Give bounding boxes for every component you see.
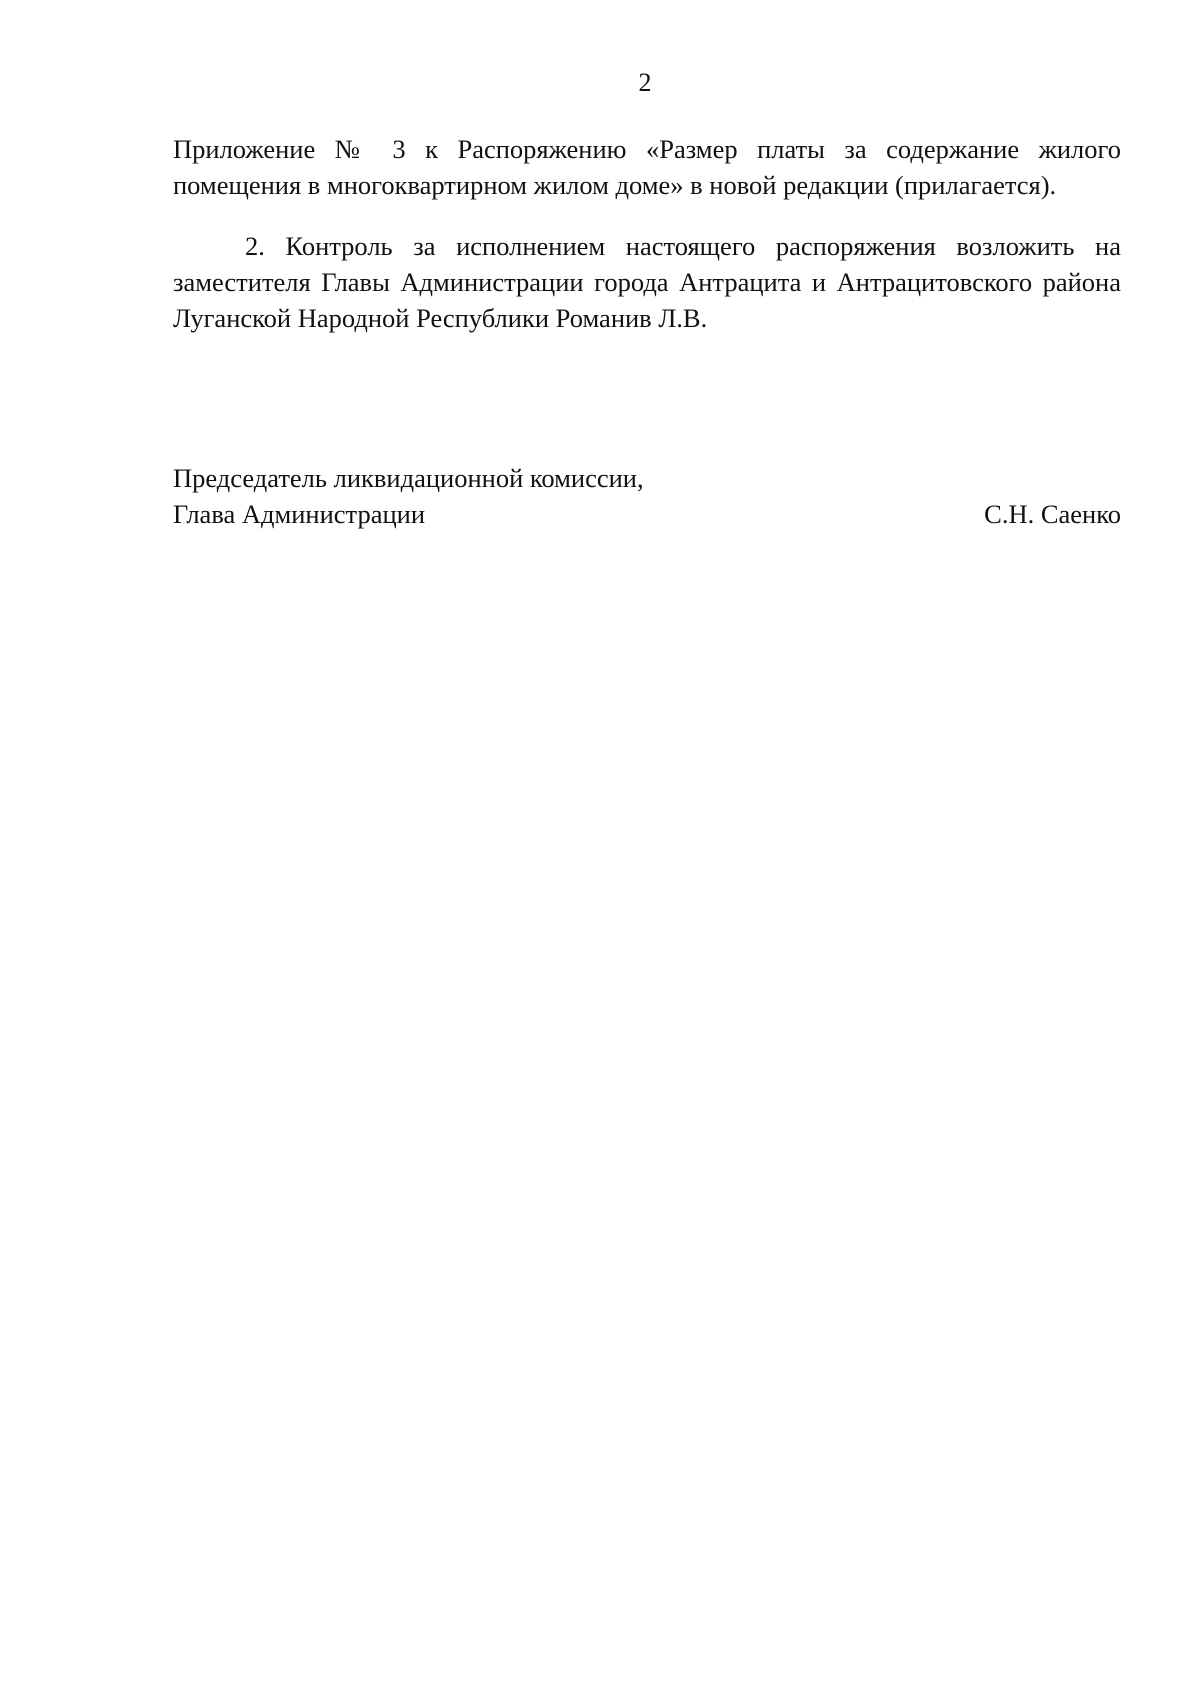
signature-row bbox=[173, 496, 1121, 532]
signatory-name: С.Н. Саенко bbox=[984, 499, 1121, 529]
signatory-position-line-1: Председатель ликвидационной комиссии, bbox=[173, 463, 644, 493]
paragraph-control: 2. Контроль за исполнением настоящего распоряжения возложить на заместителя Главы Администрации города Антрацита и Антрацитовского района Луганской Народной Республики Романив Л.В. bbox=[173, 231, 1121, 333]
paragraph-appendix: Приложение № 3 к Распоряжению «Размер платы за содержание жилого помещения в многоквартирном жилом доме» в новой редакции (прилагается). bbox=[173, 134, 1121, 200]
signature-block bbox=[173, 460, 1121, 532]
signatory-position-line-2: Глава Администрации bbox=[173, 499, 426, 529]
page-number: 2 bbox=[638, 68, 652, 97]
